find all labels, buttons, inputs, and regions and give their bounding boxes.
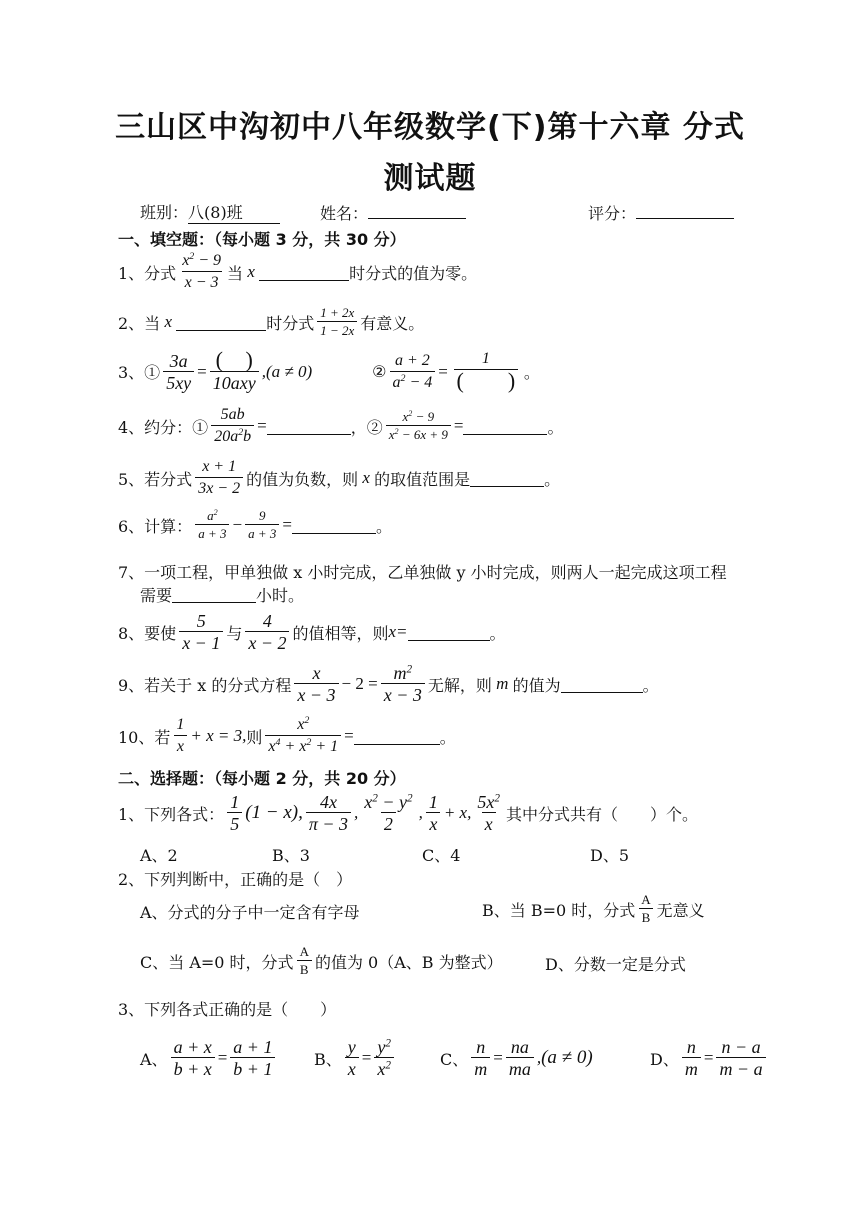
answer-blank[interactable]: [408, 624, 490, 641]
question-1-3: 3、① $\frac{3a}{5xy}$ = $\frac{( )}{\text{10axy}}$ , (a ≠ 0) ② $\frac{a + 2}{a^2 - 4}$ = $\frac{1}{( )}$ 。: [118, 347, 540, 393]
page-title: 三山区中沟初中八年级数学(下)第十六章 分式: [115, 110, 745, 145]
q2-1-option-b[interactable]: B、3: [272, 846, 310, 865]
question-1-7-line2: 需要 小时。: [140, 586, 305, 605]
q2-1-option-a[interactable]: A、2: [140, 846, 178, 865]
question-1-9: 9、若关于 x 的分式方程 $\frac{x}{x - 3}$ − 2 = $\frac{m^2}{x - 3}$ 无解，则 m 的值为 。: [118, 663, 659, 705]
class-field: [140, 200, 280, 224]
q2-3-option-a[interactable]: A、 $\frac{a + x}{b + x}$ = $\frac{a + 1}{b + 1}$: [140, 1038, 278, 1078]
name-field: [320, 200, 466, 224]
score-field: [588, 200, 734, 224]
answer-blank[interactable]: [561, 676, 643, 693]
score-label: 评分：: [588, 204, 637, 223]
answer-blank[interactable]: [259, 264, 349, 281]
q2-1-option-d[interactable]: D、5: [590, 846, 630, 865]
question-2-3-stem: 3、下列各式正确的是（ ）: [118, 1000, 337, 1019]
answer-blank[interactable]: [176, 314, 266, 331]
question-1-10: 10、若 $\frac{1}{x}$ + x = 3, 则 $\frac{x^2}{x^4 + x^2 + 1}$ = 。: [118, 715, 456, 755]
question-2-1: 1、下列各式： $\frac{1}{5}$ (1 − x), $\frac{4x}{\pi - 3}$ , $\frac{x^2 - y^2}{2}$ , $\frac{1}{x}$ + x, $\frac{5x^2}{x}$ 其中分式共有（ ）个。: [118, 792, 698, 834]
question-1-7-line1: 7、一项工程，甲单独做 x 小时完成，乙单独做 y 小时完成，则两人一起完成这项工程: [118, 563, 727, 582]
q2-3-option-b[interactable]: B、 $\frac{y}{x}$ = $\frac{y^2}{x^2}$: [314, 1038, 397, 1078]
question-1-4: 4、约分：① $\frac{5ab}{20a^2b}$ = ，② $\frac{x^2 - 9}{x^2 - 6x + 9}$ = 。: [118, 406, 564, 445]
answer-blank[interactable]: [470, 470, 544, 487]
question-1-6: 6、计算： $\frac{a^2}{a + 3}$ − $\frac{9}{a + 3}$ = 。: [118, 508, 392, 541]
page-subtitle: 测试题: [383, 161, 477, 196]
q2-3-option-c[interactable]: C、 $\frac{n}{m}$ = $\frac{na}{ma}$ , (a ≠ 0): [440, 1037, 593, 1079]
class-value: 八(8)班: [188, 200, 280, 224]
q2-2-option-a[interactable]: A、分式的分子中一定含有字母: [140, 903, 360, 922]
answer-blank[interactable]: [172, 586, 256, 603]
score-blank: [636, 200, 734, 219]
answer-blank[interactable]: [267, 418, 351, 435]
question-1-1: 1、分式 $\frac{x^2 - 9}{x - 3}$ 当 x 时分式的值为零。: [118, 251, 478, 291]
q2-1-option-c[interactable]: C、4: [422, 846, 461, 865]
answer-blank[interactable]: [354, 728, 440, 745]
q2-3-option-d[interactable]: D、 $\frac{n}{m}$ = $\frac{n - a}{m - a}$: [650, 1038, 769, 1078]
name-label: 姓名：: [320, 204, 369, 223]
section-fill-blank-heading: 一、填空题：（每小题 3 分，共 30 分）: [118, 230, 406, 249]
section-choice-heading: 二、选择题：（每小题 2 分，共 20 分）: [118, 769, 406, 788]
question-2-2-stem: 2、下列判断中，正确的是（ ）: [118, 870, 353, 889]
question-1-2: 2、当 x 时分式 $\frac{1 + 2x}{1 - 2x}$ 有意义。: [118, 305, 425, 338]
q2-2-option-b[interactable]: B、当 B=0 时，分式 $\frac{A}{B}$ 无意义: [482, 892, 705, 925]
class-label: 班别：: [140, 203, 189, 222]
q2-2-option-d[interactable]: D、分数一定是分式: [545, 955, 686, 974]
answer-blank[interactable]: [463, 418, 547, 435]
question-1-5: 5、若分式 $\frac{x + 1}{3x - 2}$ 的值为负数，则 x 的取值范围是 。: [118, 458, 561, 497]
name-blank: [368, 200, 466, 219]
q2-2-option-c[interactable]: C、当 A=0 时，分式 $\frac{A}{B}$ 的值为 0（A、B 为整式）: [140, 944, 503, 977]
question-1-8: 8、要使 $\frac{5}{x - 1}$ 与 $\frac{4}{x - 2}$ 的值相等，则 x= 。: [118, 611, 506, 653]
answer-blank[interactable]: [292, 517, 376, 534]
